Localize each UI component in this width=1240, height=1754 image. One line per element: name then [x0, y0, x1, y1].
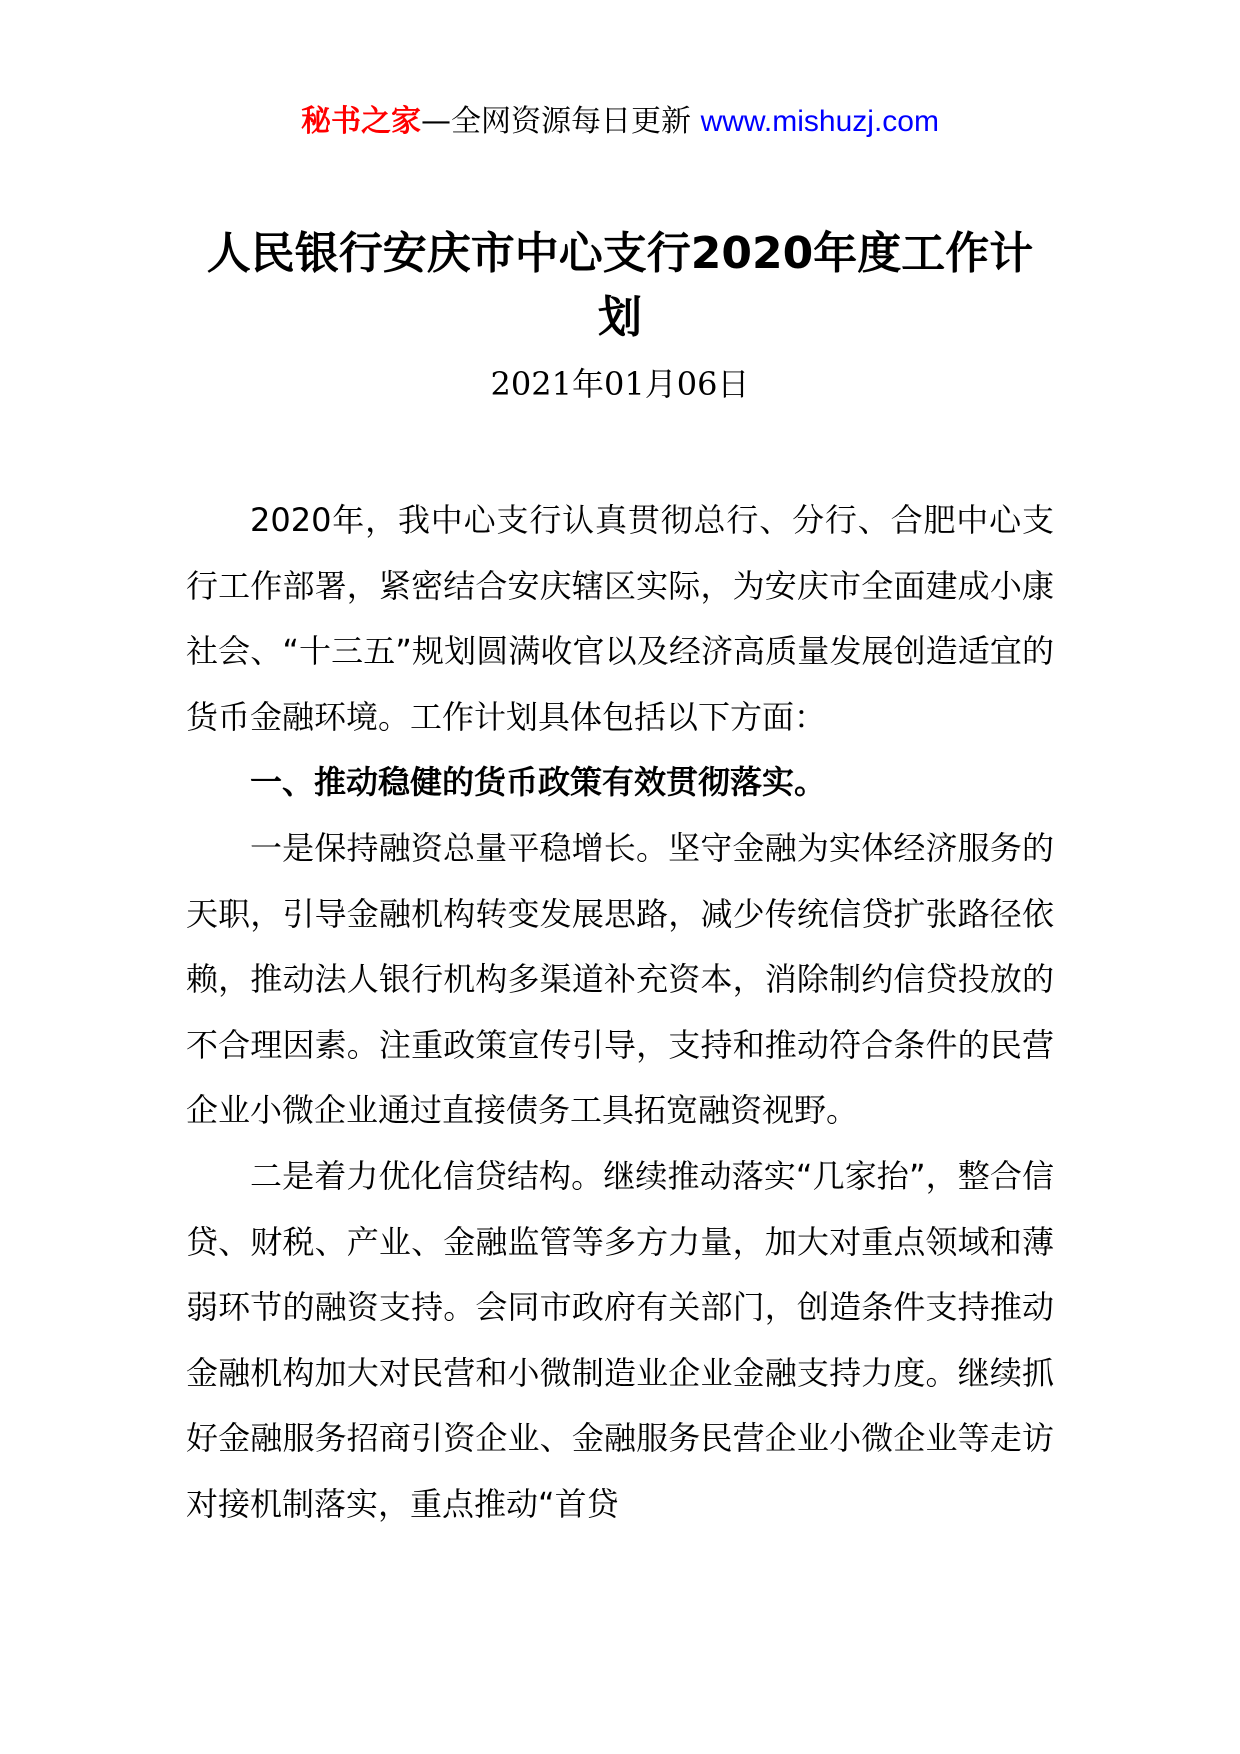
document-body [186, 488, 1054, 1538]
brand-name: 秘书之家 [301, 104, 422, 139]
intro-paragraph: 2020年，我中心支行认真贯彻总行、分行、合肥中心支行工作部署，紧密结合安庆辖区实际，为安庆市全面建成小康社会、“十三五”规划圆满收官以及经济高质量发展创造适宜的货币金融环境。工作计划具体包括以下方面： [186, 501, 1054, 736]
document-title: 人民银行安庆市中心支行2020年度工作计划 [206, 228, 1034, 343]
header-tagline: —全网资源每日更新 [421, 104, 701, 139]
site-header [0, 100, 1240, 144]
body-paragraph: 二是着力优化信贷结构。继续推动落实“几家抬”，整合信贷、财税、产业、金融监管等多方力量，加大对重点领域和薄弱环节的融资支持。会同市政府有关部门，创造条件支持推动金融机构加大对民营和小微制造业企业金融支持力度。继续抓好金融服务招商引资企业、金融服务民营企业小微企业等走访对接机制落实，重点推动“首贷 [186, 1156, 1054, 1523]
document-date: 2021年01月06日 [490, 365, 750, 403]
site-link[interactable]: www.mishuzj.com [700, 105, 939, 138]
body-paragraph: 一是保持融资总量平稳增长。坚守金融为实体经济服务的天职，引导金融机构转变发展思路，减少传统信贷扩张路径依赖，推动法人银行机构多渠道补充资本，消除制约信贷投放的不合理因素。注重政策宣传引导，支持和推动符合条件的民营企业小微企业通过直接债务工具拓宽融资视野。 [186, 828, 1054, 1130]
section-heading: 一、推动稳健的货币政策有效贯彻落实。 [250, 763, 827, 802]
